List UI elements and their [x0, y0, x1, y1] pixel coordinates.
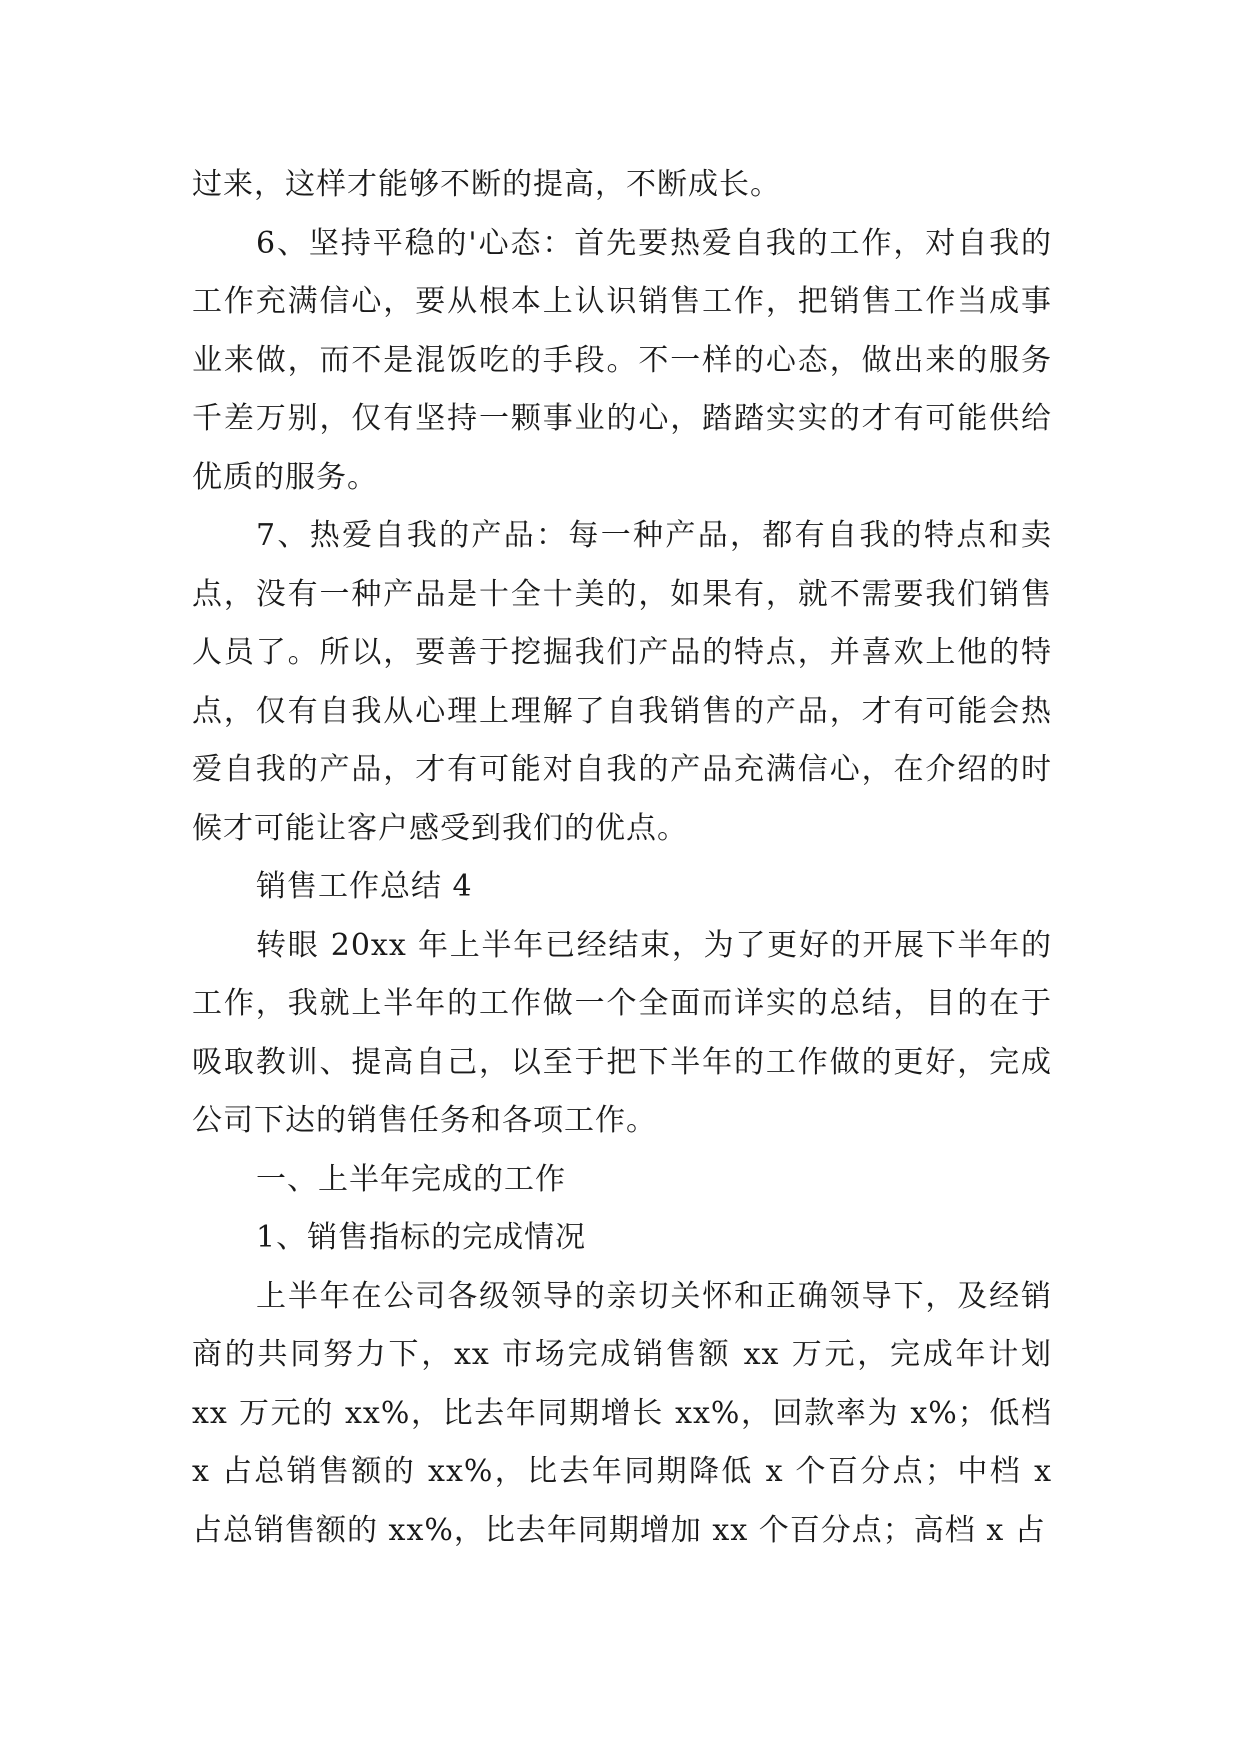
paragraph-point-6: 6、坚持平稳的'心态：首先要热爱自我的工作，对自我的工作充满信心，要从根本上认识销售工作，把销售工作当成事业来做，而不是混饭吃的手段。不一样的心态，做出来的服务千差万别，仅有坚持一颗事业的心，踏踏实实的才有可能供给优质的服务。 — [192, 225, 1052, 495]
section-heading: 销售工作总结 4 — [256, 869, 473, 904]
paragraph-continuation: 过来，这样才能够不断的提高，不断成长。 — [192, 167, 781, 202]
document-body — [192, 156, 1052, 1560]
paragraph-sales-figures: 上半年在公司各级领导的亲切关怀和正确领导下，及经销商的共同努力下，xx 市场完成销售额 xx 万元，完成年计划 xx 万元的 xx%，比去年同期增长 xx%，回款率为 x%；低档 x 占总销售额的 xx%，比去年同期降低 x 个百分点；中档 x 占总销售额的 xx%，比去年同期增加 xx 个百分点；高档 x 占 — [192, 1278, 1052, 1548]
paragraph-intro: 转眼 20xx 年上半年已经结束，为了更好的开展下半年的工作，我就上半年的工作做一个全面而详实的总结，目的在于吸取教训、提高自己，以至于把下半年的工作做的更好，完成公司下达的销售任务和各项工作。 — [192, 927, 1052, 1138]
subsection-heading: 一、上半年完成的工作 — [256, 1161, 566, 1197]
subsection-item-heading: 1、销售指标的完成情况 — [256, 1220, 587, 1255]
paragraph-point-7: 7、热爱自我的产品：每一种产品，都有自我的特点和卖点，没有一种产品是十全十美的，如果有，就不需要我们销售人员了。所以，要善于挖掘我们产品的特点，并喜欢上他的特点，仅有自我从心理上理解了自我销售的产品，才有可能会热爱自我的产品，才有可能对自我的产品充满信心，在介绍的时候才可能让客户感受到我们的优点。 — [192, 518, 1052, 846]
